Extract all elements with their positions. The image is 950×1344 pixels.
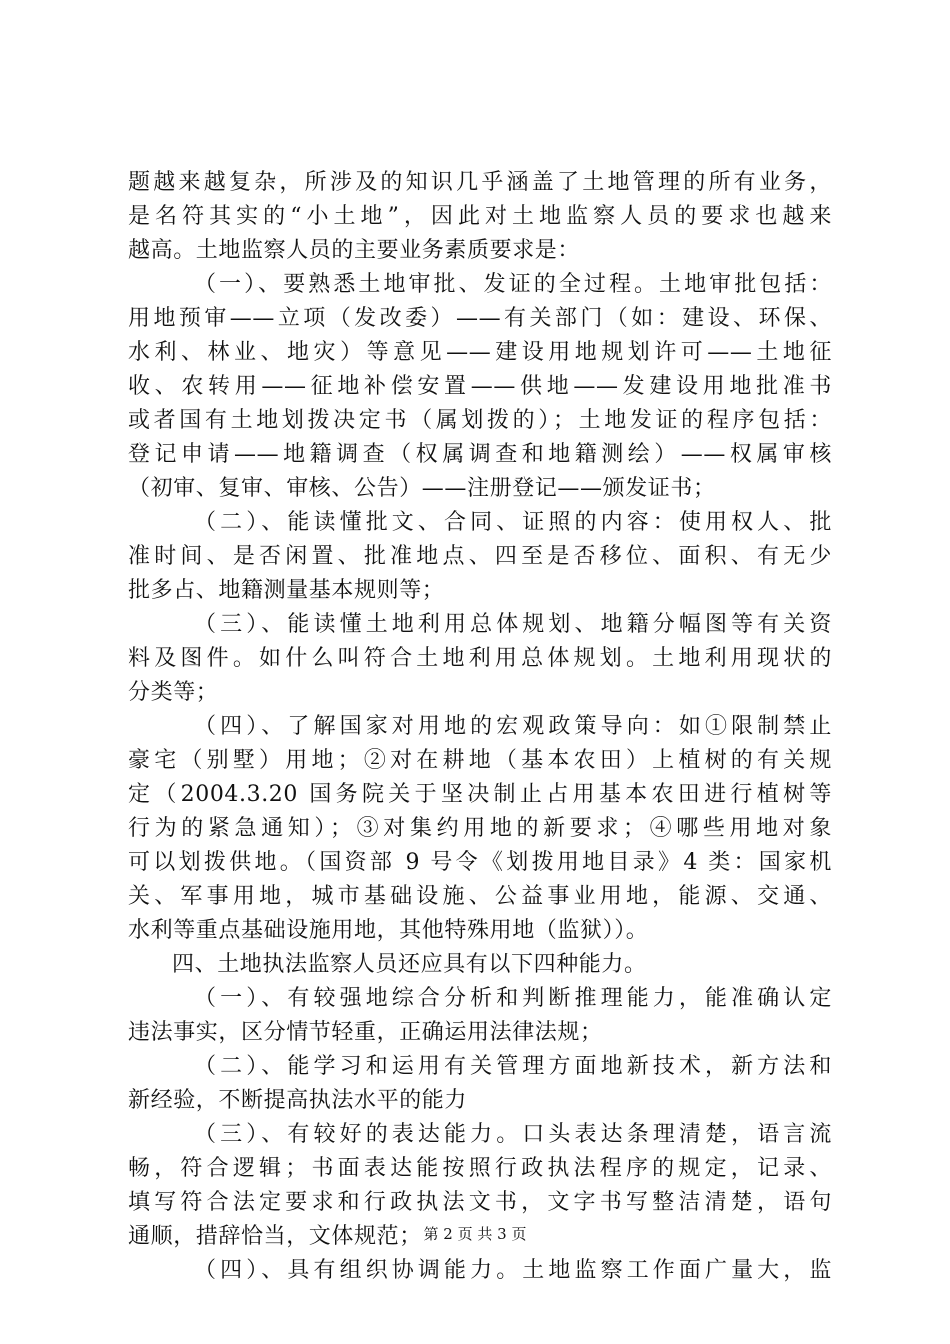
text-line: 填写符合法定要求和行政执法文书，文字书写整洁清楚，语句 [128,1190,832,1215]
text-line: 是名符其实的“小土地”，因此对土地监察人员的要求也越来 [128,204,832,229]
text-line: 定（2004.3.20 国务院关于坚决制止占用基本农田进行植树等 [128,782,832,807]
text-line: 四、土地执法监察人员还应具有以下四种能力。 [172,952,647,977]
text-line: 或者国有土地划拨决定书（属划拨的）；土地发证的程序包括： [128,408,832,433]
text-line: （二）、能读懂批文、合同、证照的内容：使用权人、批 [194,510,832,535]
text-line: 水利等重点基础设施用地，其他特殊用地（监狱））。 [128,918,649,943]
page-footer: 第 2 页 共 3 页 [423,1225,527,1243]
text-line: 料及图件。如什么叫符合土地利用总体规划。土地利用现状的 [128,646,832,671]
text-line: （初审、复审、审核、公告）——注册登记——颁发证书； [128,476,716,501]
text-line: 关、军事用地，城市基础设施、公益事业用地，能源、交通、 [128,884,832,909]
text-line: 新经验，不断提高执法水平的能力 [128,1088,468,1113]
text-line: 登记申请——地籍调查（权属调查和地籍测绘）——权属审核 [128,442,832,467]
text-line: （二）、能学习和运用有关管理方面地新技术，新方法和 [194,1054,832,1079]
text-line: （四）、具有组织协调能力。土地监察工作面广量大，监 [194,1258,832,1283]
text-line: （三）、能读懂土地利用总体规划、地籍分幅图等有关资 [194,612,832,637]
text-line: 越高。土地监察人员的主要业务素质要求是： [128,238,581,263]
text-line: 收、农转用——征地补偿安置——供地——发建设用地批准书 [128,374,832,399]
text-line: 畅，符合逻辑；书面表达能按照行政执法程序的规定，记录、 [128,1156,832,1181]
text-line: 豪宅（别墅）用地；②对在耕地（基本农田）上植树的有关规 [128,748,832,773]
text-line: 题越来越复杂，所涉及的知识几乎涵盖了土地管理的所有业务， [128,170,832,195]
text-line: 行为的紧急通知）；③对集约用地的新要求；④哪些用地对象 [128,816,832,841]
document-body [128,166,832,1288]
text-line: 批多占、地籍测量基本规则等； [128,578,445,603]
text-line: 准时间、是否闲置、批准地点、四至是否移位、面积、有无少 [128,544,832,569]
text-line: 分类等； [128,680,219,705]
text-line: （一）、要熟悉土地审批、发证的全过程。土地审批包括： [194,272,832,297]
text-line: （三）、有较好的表达能力。口头表达条理清楚，语言流 [194,1122,832,1147]
text-line: （一）、有较强地综合分析和判断推理能力，能准确认定 [194,986,832,1011]
text-line: 水利、林业、地灾）等意见——建设用地规划许可——土地征 [128,340,832,365]
text-line: 用地预审——立项（发改委）——有关部门（如：建设、环保、 [128,306,832,331]
text-line: 通顺，措辞恰当，文体规范； [128,1224,422,1249]
text-line: 违法事实，区分情节轻重，正确运用法律法规； [128,1020,603,1045]
text-line: （四）、了解国家对用地的宏观政策导向：如①限制禁止 [194,714,832,739]
text-line: 可以划拨供地。（国资部 9 号令《划拨用地目录》4 类：国家机 [128,850,832,875]
